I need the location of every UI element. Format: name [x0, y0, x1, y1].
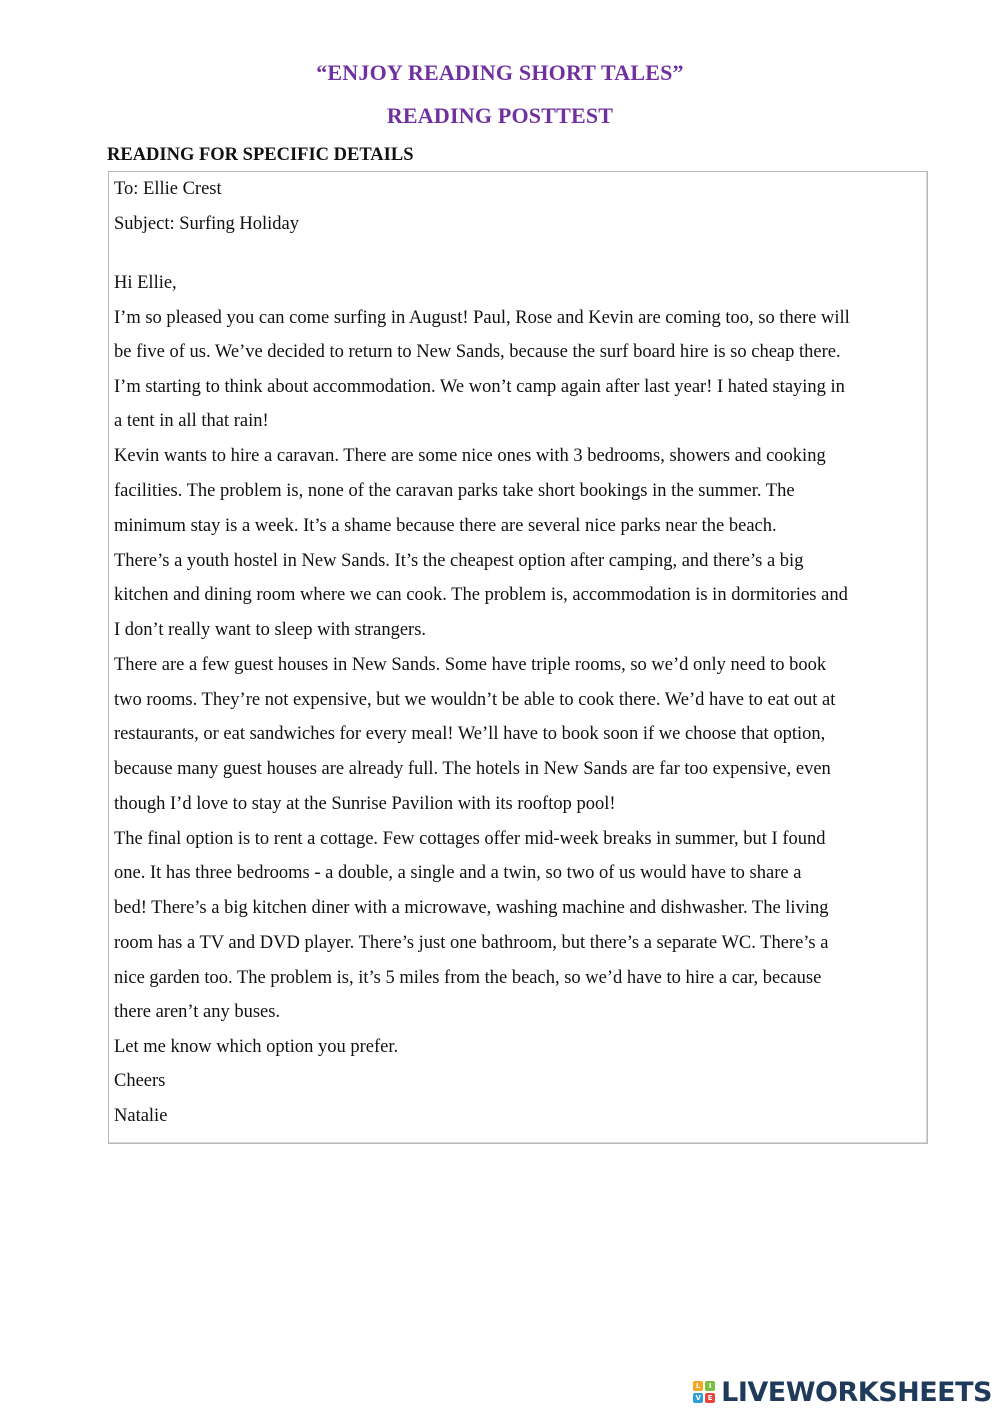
- email-body-line: be five of us. We’ve decided to return to New Sands, because the surf board hire is so cheap there.: [114, 342, 841, 362]
- email-body-line: bed! There’s a big kitchen diner with a microwave, washing machine and dishwasher. The living: [114, 898, 829, 918]
- email-body-line: nice garden too. The problem is, it’s 5 miles from the beach, so we’d have to hire a car, because: [114, 968, 822, 988]
- email-body-line: I don’t really want to sleep with strangers.: [114, 620, 427, 640]
- email-greeting: Hi Ellie,: [114, 273, 177, 293]
- email-body-line: There are a few guest houses in New Sands. Some have triple rooms, so we’d only need to book: [114, 655, 827, 675]
- email-signature: Natalie: [114, 1106, 168, 1126]
- logo-text: LIVEWORKSHEETS: [721, 1376, 992, 1408]
- email-body-line: there aren’t any buses.: [114, 1002, 281, 1022]
- email-subject-line: Subject: Surfing Holiday: [114, 214, 299, 234]
- email-body-line: kitchen and dining room where we can cook. The problem is, accommodation is in dormitories and: [114, 585, 848, 605]
- email-to-line: To: Ellie Crest: [114, 179, 222, 199]
- section-heading: READING FOR SPECIFIC DETAILS: [107, 145, 414, 165]
- email-body-line: though I’d love to stay at the Sunrise Pavilion with its rooftop pool!: [114, 794, 616, 814]
- email-body-line: one. It has three bedrooms - a double, a single and a twin, so two of us would have to share a: [114, 863, 802, 883]
- logo-tile: L: [693, 1381, 703, 1391]
- email-body-line: room has a TV and DVD player. There’s just one bathroom, but there’s a separate WC. There’s a: [114, 933, 829, 953]
- email-body-line: I’m so pleased you can come surfing in August! Paul, Rose and Kevin are coming too, so there will: [114, 308, 850, 328]
- email-body-line: restaurants, or eat sandwiches for every meal! We’ll have to book soon if we choose that option,: [114, 724, 826, 744]
- email-body-line: facilities. The problem is, none of the caravan parks take short bookings in the summer. The: [114, 481, 795, 501]
- logo-tile: I: [705, 1381, 715, 1391]
- sub-title: READING POSTTEST: [386, 103, 614, 128]
- email-body-line: Kevin wants to hire a caravan. There are some nice ones with 3 bedrooms, showers and cooking: [114, 446, 826, 466]
- email-body-line: minimum stay is a week. It’s a shame because there are several nice parks near the beach.: [114, 516, 777, 536]
- email-body-line: The final option is to rent a cottage. Few cottages offer mid-week breaks in summer, but I found: [114, 829, 826, 849]
- logo-tile: V: [693, 1393, 703, 1403]
- email-body-line: a tent in all that rain!: [114, 411, 269, 431]
- main-title: “ENJOY READING SHORT TALES”: [316, 60, 684, 85]
- email-body-line: two rooms. They’re not expensive, but we wouldn’t be able to cook there. We’d have to eat out at: [114, 690, 836, 710]
- email-body-line: I’m starting to think about accommodation. We won’t camp again after last year! I hated staying in: [114, 377, 845, 397]
- email-body-line: There’s a youth hostel in New Sands. It’s the cheapest option after camping, and there’s a big: [114, 551, 804, 571]
- liveworksheets-logo[interactable]: [693, 1377, 992, 1407]
- logo-icon: [693, 1381, 715, 1403]
- email-body-line: Let me know which option you prefer.: [114, 1037, 399, 1057]
- email-signoff: Cheers: [114, 1071, 166, 1091]
- logo-tile: E: [705, 1393, 715, 1403]
- email-body-line: because many guest houses are already full. The hotels in New Sands are far too expensive, even: [114, 759, 831, 779]
